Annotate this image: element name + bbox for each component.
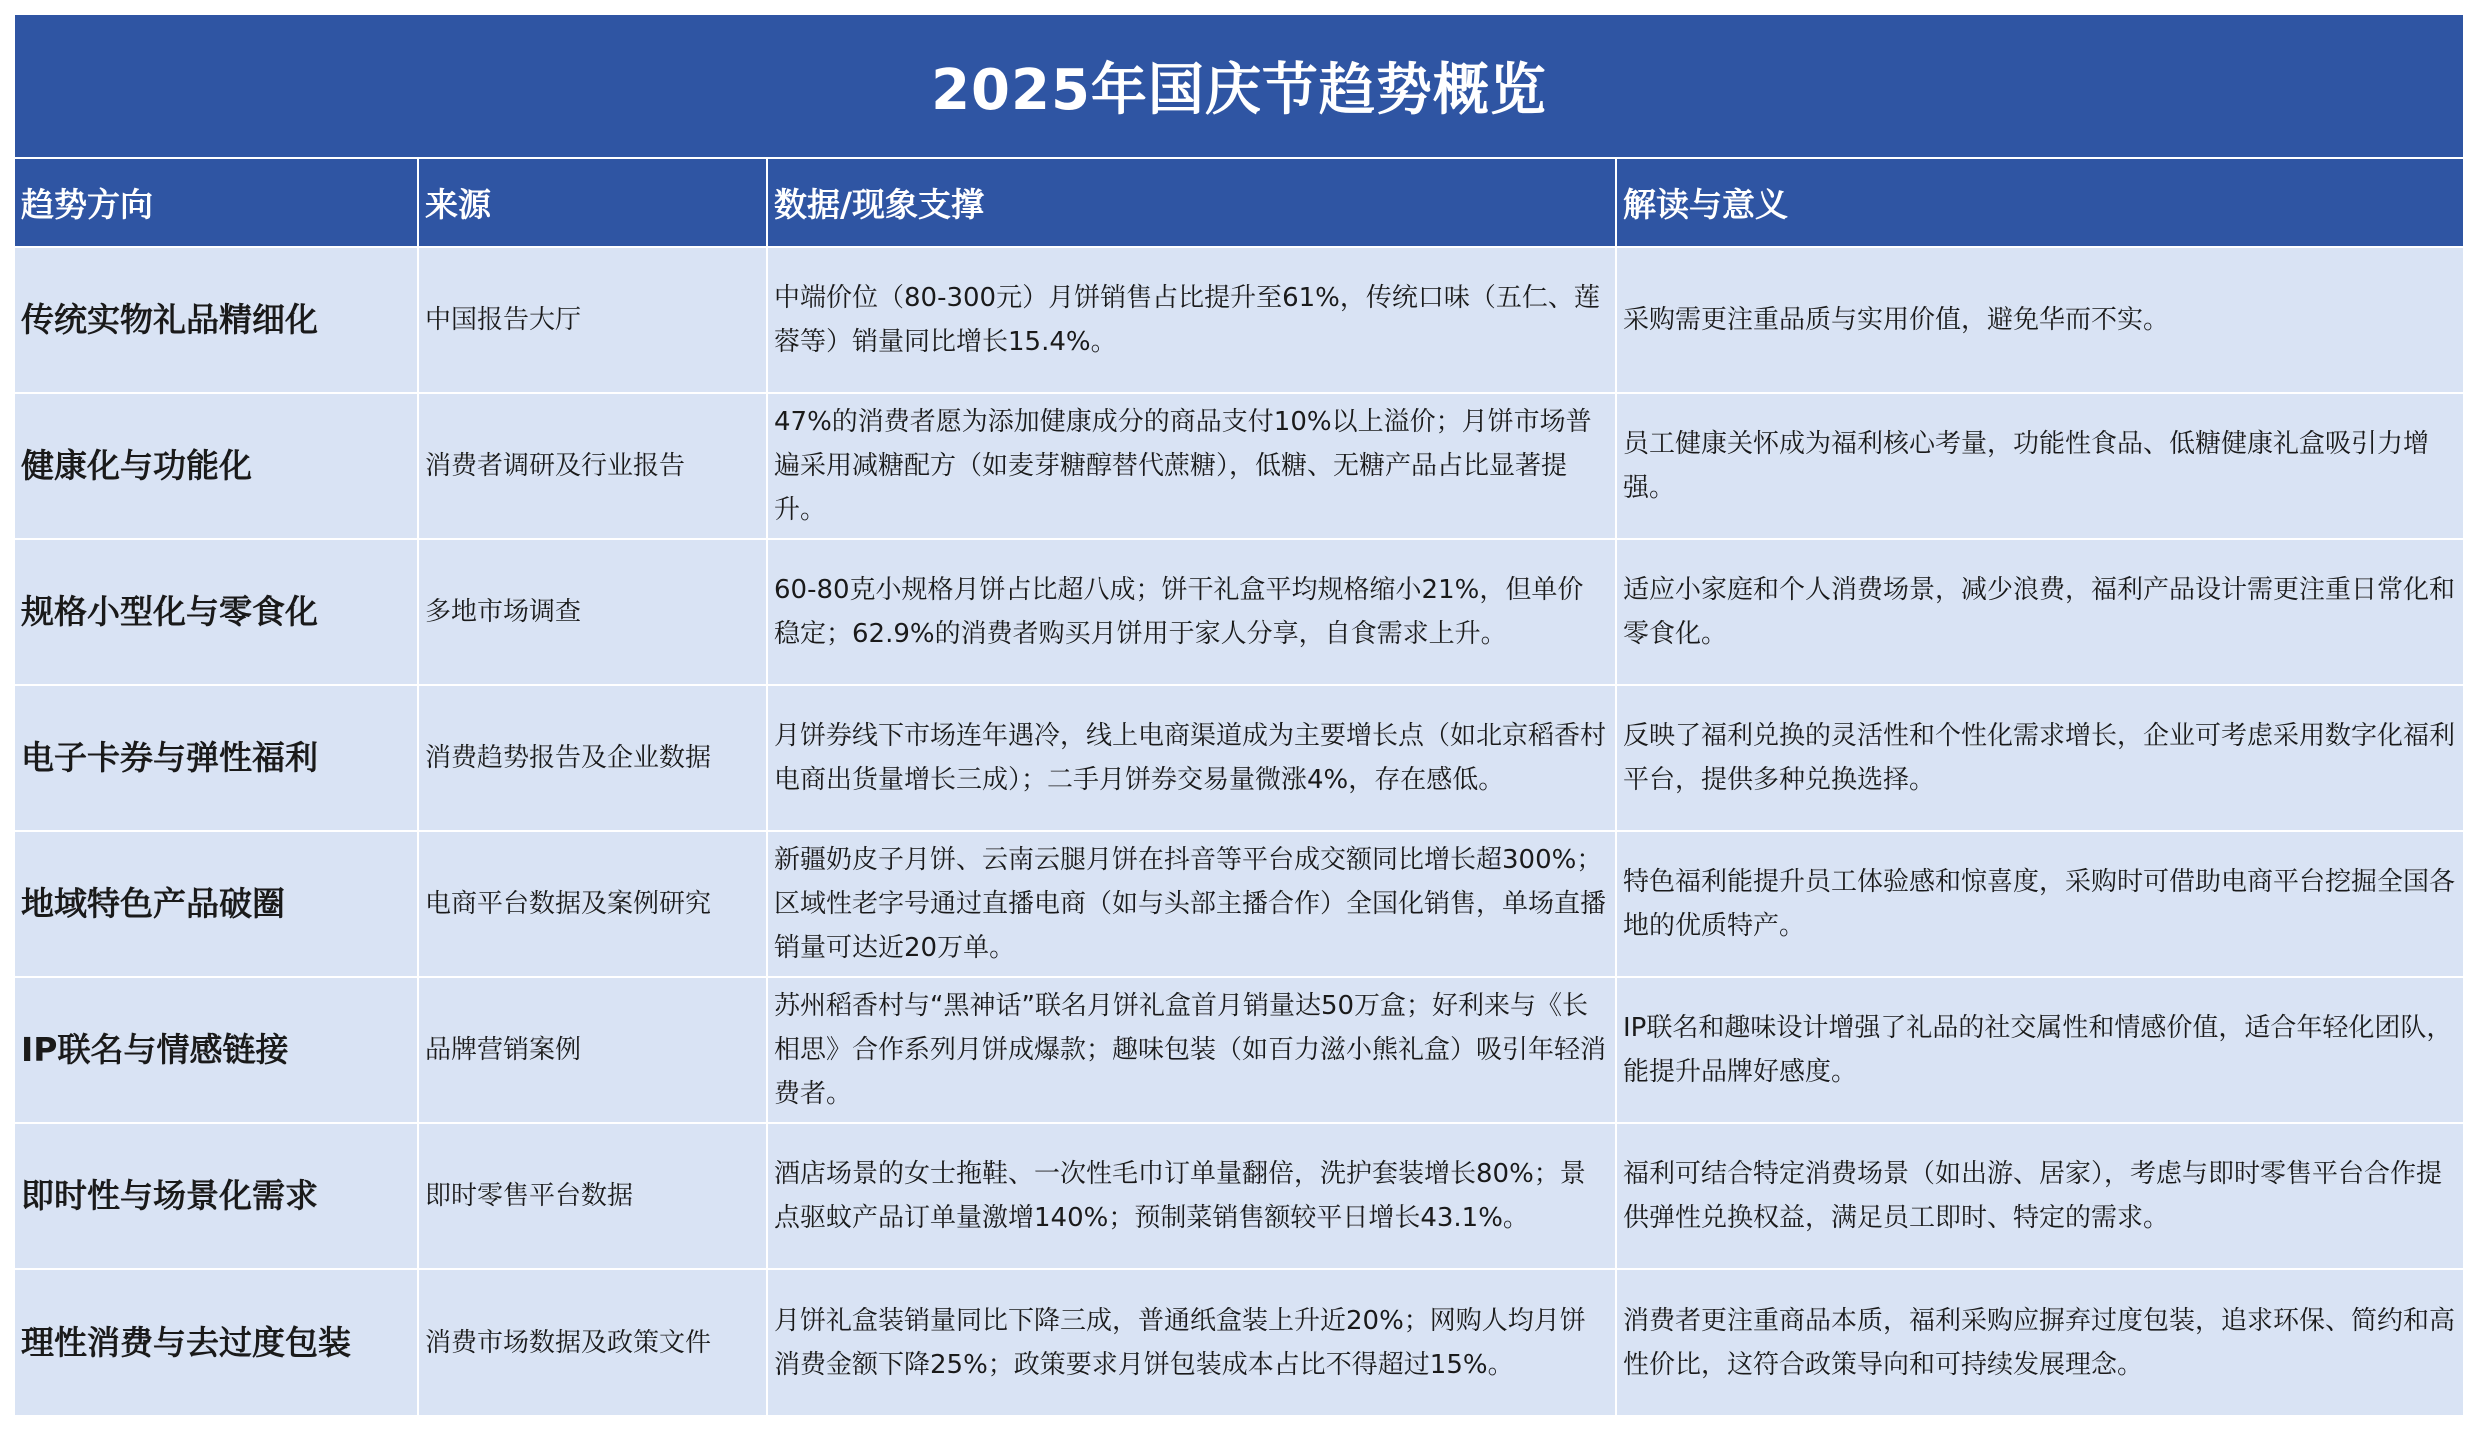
meaning-cell: IP联名和趣味设计增强了礼品的社交属性和情感价值，适合年轻化团队，能提升品牌好感度。 [1616, 977, 2463, 1123]
data-cell: 酒店场景的女士拖鞋、一次性毛巾订单量翻倍，洗护套装增长80%；景点驱蚊产品订单量激增140%；预制菜销售额较平日增长43.1%。 [767, 1123, 1616, 1269]
header-trend: 趋势方向 [15, 158, 418, 247]
meaning-cell: 福利可结合特定消费场景（如出游、居家），考虑与即时零售平台合作提供弹性兑换权益，满足员工即时、特定的需求。 [1616, 1123, 2463, 1269]
header-source: 来源 [418, 158, 767, 247]
table-row [15, 831, 2463, 977]
source-cell: 中国报告大厅 [418, 247, 767, 393]
table-row [15, 247, 2463, 393]
data-cell: 47%的消费者愿为添加健康成分的商品支付10%以上溢价；月饼市场普遍采用减糖配方（如麦芽糖醇替代蔗糖），低糖、无糖产品占比显著提升。 [767, 393, 1616, 539]
trend-cell: 电子卡券与弹性福利 [15, 685, 418, 831]
trend-cell: IP联名与情感链接 [15, 977, 418, 1123]
data-cell: 新疆奶皮子月饼、云南云腿月饼在抖音等平台成交额同比增长超300%；区域性老字号通过直播电商（如与头部主播合作）全国化销售，单场直播销量可达近20万单。 [767, 831, 1616, 977]
trend-cell: 规格小型化与零食化 [15, 539, 418, 685]
trend-cell: 传统实物礼品精细化 [15, 247, 418, 393]
data-cell: 中端价位（80-300元）月饼销售占比提升至61%，传统口味（五仁、莲蓉等）销量同比增长15.4%。 [767, 247, 1616, 393]
source-cell: 消费者调研及行业报告 [418, 393, 767, 539]
table-row [15, 1123, 2463, 1269]
source-cell: 电商平台数据及案例研究 [418, 831, 767, 977]
header-data: 数据/现象支撑 [767, 158, 1616, 247]
source-cell: 消费市场数据及政策文件 [418, 1269, 767, 1415]
data-cell: 苏州稻香村与“黑神话”联名月饼礼盒首月销量达50万盒；好利来与《长相思》合作系列月饼成爆款；趣味包装（如百力滋小熊礼盒）吸引年轻消费者。 [767, 977, 1616, 1123]
meaning-cell: 员工健康关怀成为福利核心考量，功能性食品、低糖健康礼盒吸引力增强。 [1616, 393, 2463, 539]
header-row [15, 158, 2463, 247]
data-cell: 月饼券线下市场连年遇冷，线上电商渠道成为主要增长点（如北京稻香村电商出货量增长三成）；二手月饼券交易量微涨4%，存在感低。 [767, 685, 1616, 831]
table-row [15, 393, 2463, 539]
source-cell: 多地市场调查 [418, 539, 767, 685]
trend-table [15, 157, 2463, 1415]
trend-cell: 地域特色产品破圈 [15, 831, 418, 977]
source-cell: 即时零售平台数据 [418, 1123, 767, 1269]
meaning-cell: 消费者更注重商品本质，福利采购应摒弃过度包装，追求环保、简约和高性价比，这符合政策导向和可持续发展理念。 [1616, 1269, 2463, 1415]
trend-cell: 理性消费与去过度包装 [15, 1269, 418, 1415]
meaning-cell: 采购需更注重品质与实用价值，避免华而不实。 [1616, 247, 2463, 393]
meaning-cell: 反映了福利兑换的灵活性和个性化需求增长，企业可考虑采用数字化福利平台，提供多种兑换选择。 [1616, 685, 2463, 831]
data-cell: 月饼礼盒装销量同比下降三成，普通纸盒装上升近20%；网购人均月饼消费金额下降25%；政策要求月饼包装成本占比不得超过15%。 [767, 1269, 1616, 1415]
meaning-cell: 适应小家庭和个人消费场景，减少浪费，福利产品设计需更注重日常化和零食化。 [1616, 539, 2463, 685]
source-cell: 品牌营销案例 [418, 977, 767, 1123]
table-row [15, 685, 2463, 831]
table-row [15, 539, 2463, 685]
trend-cell: 健康化与功能化 [15, 393, 418, 539]
sheet-title: 2025年国庆节趋势概览 [15, 15, 2463, 157]
trend-cell: 即时性与场景化需求 [15, 1123, 418, 1269]
data-cell: 60-80克小规格月饼占比超八成；饼干礼盒平均规格缩小21%，但单价稳定；62.9%的消费者购买月饼用于家人分享，自食需求上升。 [767, 539, 1616, 685]
source-cell: 消费趋势报告及企业数据 [418, 685, 767, 831]
meaning-cell: 特色福利能提升员工体验感和惊喜度，采购时可借助电商平台挖掘全国各地的优质特产。 [1616, 831, 2463, 977]
table-row [15, 977, 2463, 1123]
table-row [15, 1269, 2463, 1415]
trend-sheet [15, 15, 2463, 1415]
header-meaning: 解读与意义 [1616, 158, 2463, 247]
